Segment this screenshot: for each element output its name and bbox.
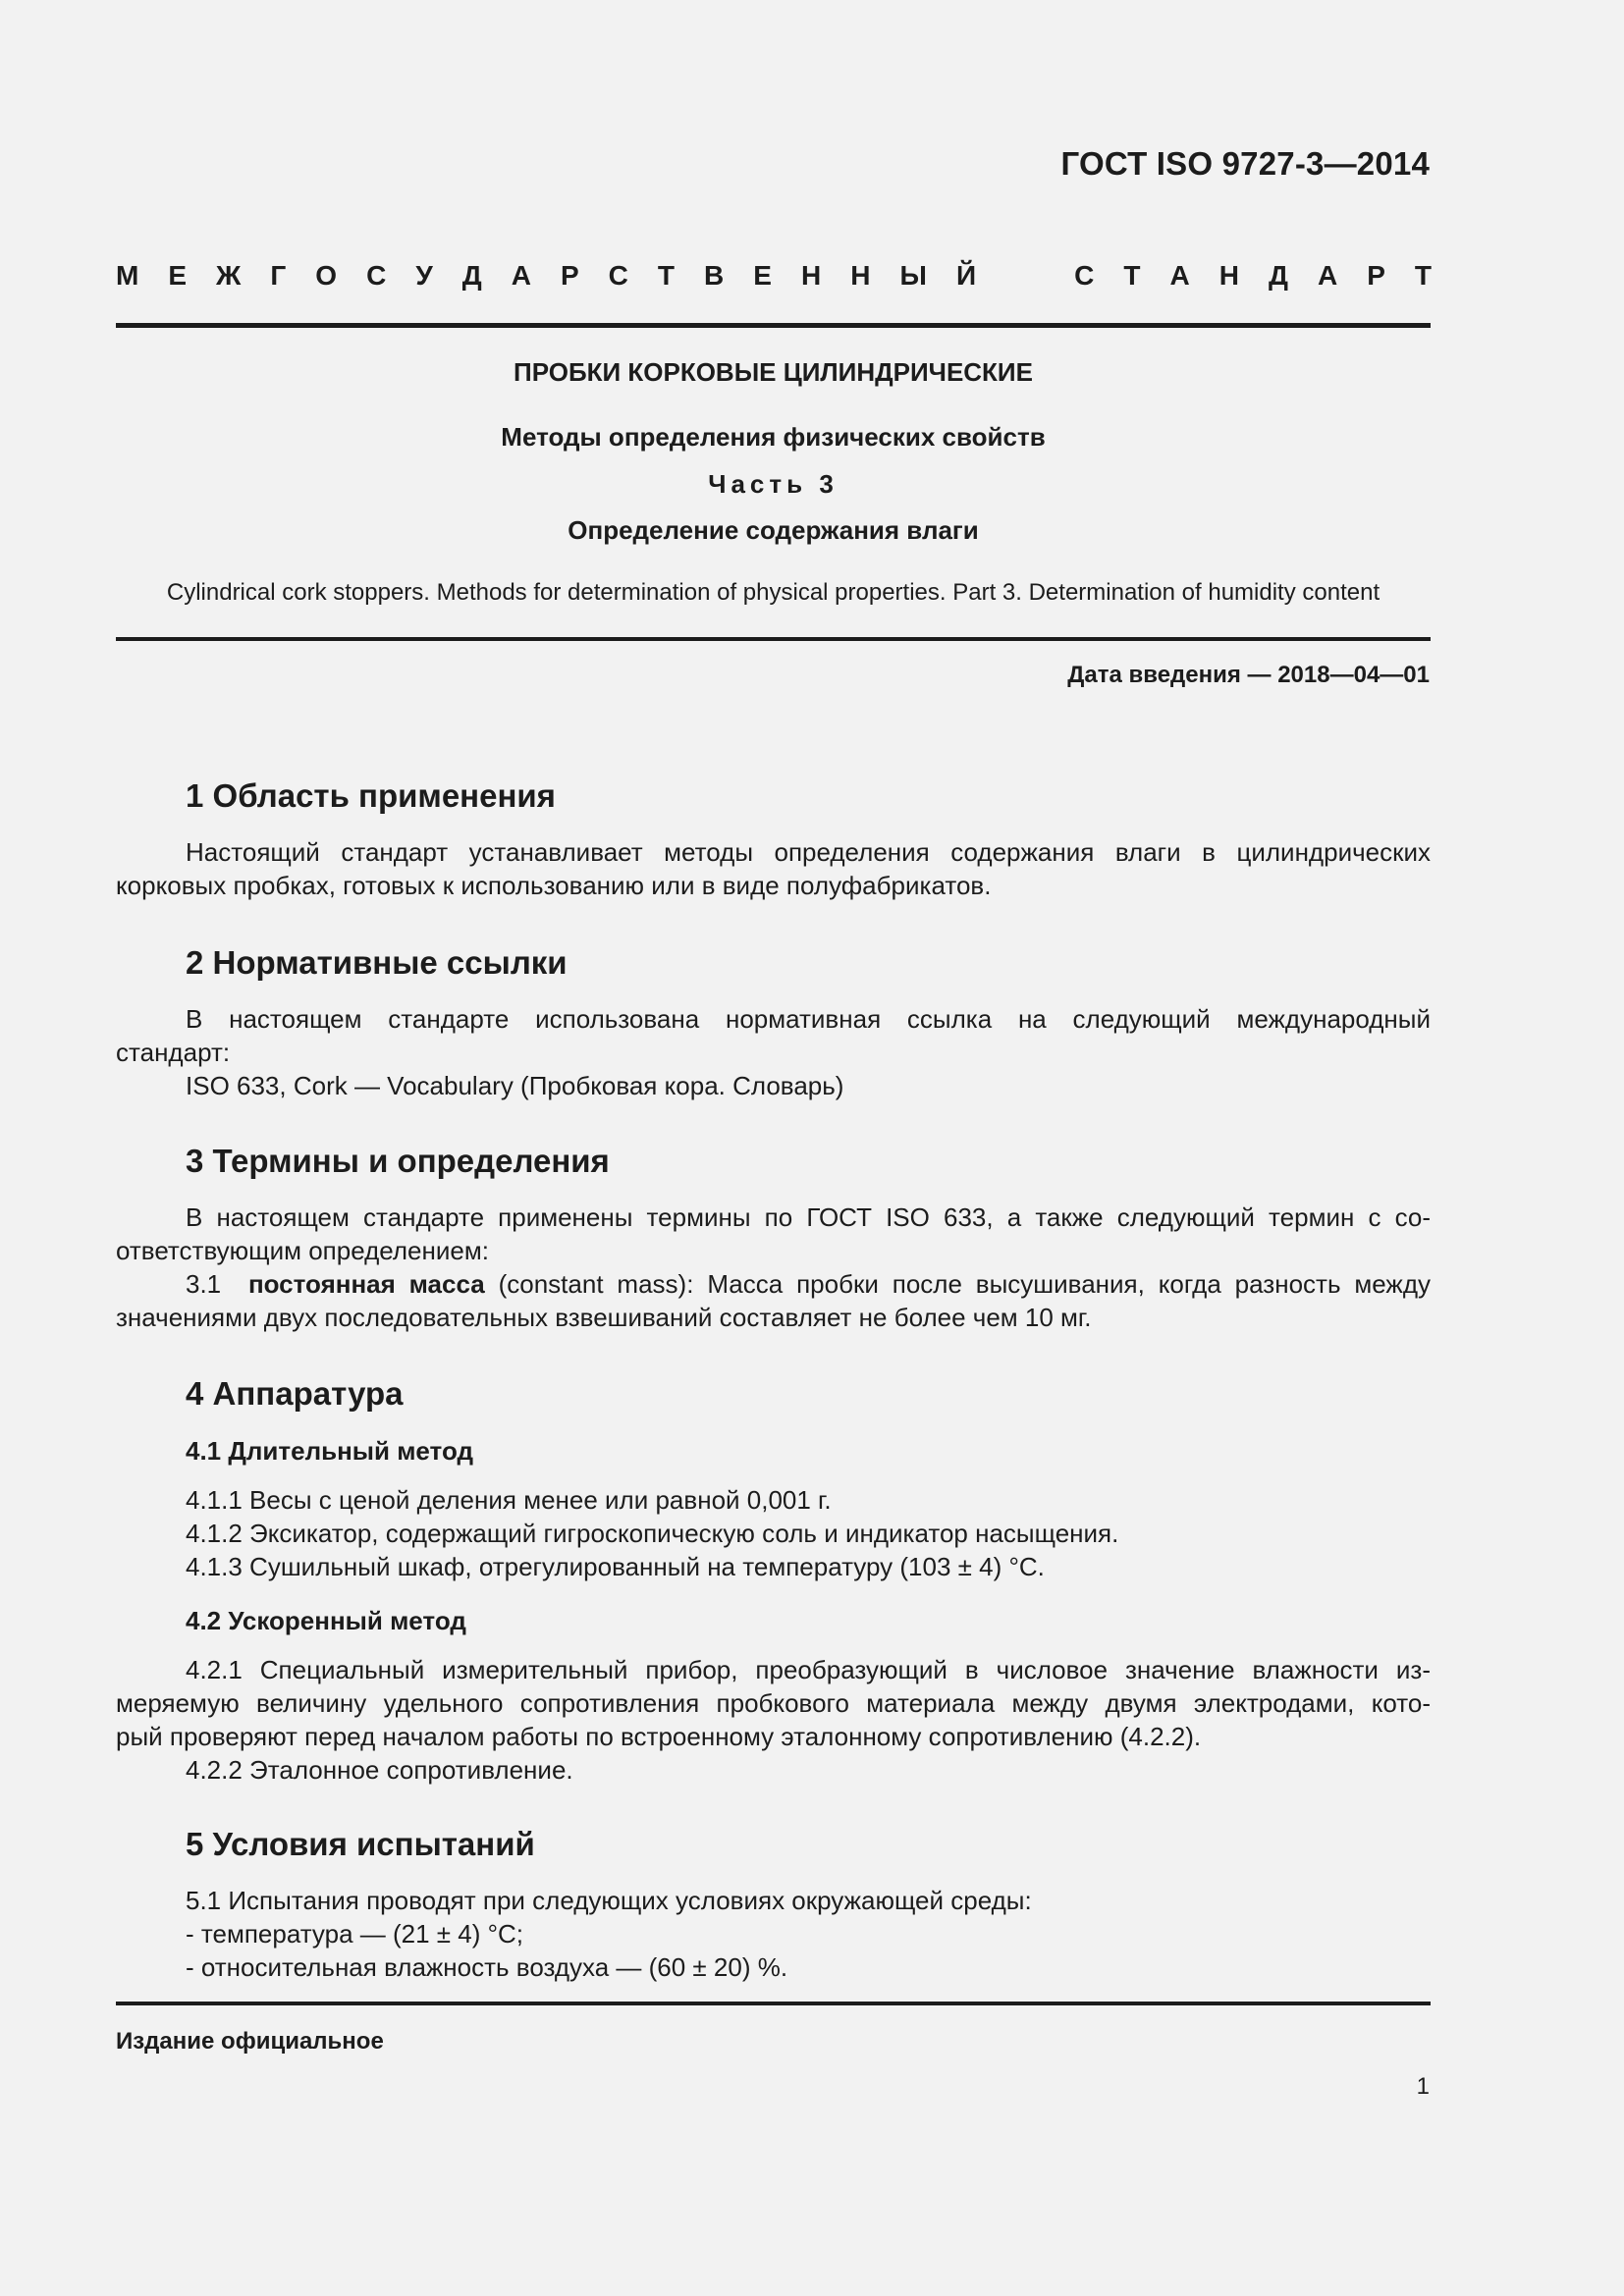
- standard-type-letter: С: [608, 260, 628, 291]
- standard-type-letter: М: [116, 260, 139, 291]
- list-item: - температура — (21 ± 4) °С;: [186, 1919, 524, 1949]
- page-number: 1: [1416, 2073, 1430, 2100]
- standard-type-letter: Н: [801, 260, 822, 291]
- standard-type-letter: Е: [753, 260, 772, 291]
- paragraph-line: В настоящем стандарте использована нормативная ссылка на следующий международный: [186, 1004, 1431, 1034]
- standard-type-letter: Р: [560, 260, 579, 291]
- document-number: ГОСТ ISO 9727-3—2014: [1060, 145, 1430, 182]
- standard-type-letter: С: [366, 260, 387, 291]
- document-part-title: Определение содержания влаги: [568, 515, 979, 545]
- official-edition-label: Издание официальное: [116, 2028, 384, 2055]
- english-title: Cylindrical cork stoppers. Methods for determination of physical properties. Part 3. Determination of humidity content: [166, 579, 1380, 606]
- standard-type-letter: Д: [1268, 260, 1288, 291]
- standard-type-letter: В: [704, 260, 725, 291]
- paragraph-line: В настоящем стандарте применены термины по ГОСТ ISO 633, а также следующий термин с со-: [186, 1202, 1431, 1232]
- section-heading-scope: 1 Область применения: [186, 777, 556, 814]
- section-heading-terms: 3 Термины и определения: [186, 1143, 610, 1179]
- list-item: - относительная влажность воздуха — (60 ± 20) %.: [186, 1952, 788, 1982]
- standard-type-letter: Р: [1367, 260, 1385, 291]
- standard-type-letter: Г: [270, 260, 287, 291]
- standard-type-letter: Е: [168, 260, 188, 291]
- standard-type-letter: Д: [461, 260, 482, 291]
- paragraph-line: рый проверяют перед началом работы по встроенному эталонному сопротивлению (4.2.2).: [116, 1722, 1202, 1751]
- top-divider: [116, 323, 1431, 328]
- paragraph-line: корковых пробках, готовых к использованию или в виде полуфабрикатов.: [116, 871, 992, 900]
- standard-type-letter: С: [1074, 260, 1095, 291]
- document-subtitle: Методы определения физических свойств: [501, 422, 1046, 452]
- standard-type-letter: О: [315, 260, 338, 291]
- paragraph-line: значениями двух последовательных взвешиваний составляет не более чем 10 мг.: [116, 1303, 1092, 1332]
- document-part: Часть 3: [708, 469, 839, 499]
- list-item: 4.2.2 Эталонное сопротивление.: [186, 1755, 573, 1785]
- section-heading-conditions: 5 Условия испытаний: [186, 1826, 535, 1862]
- standard-type-letter: Т: [1414, 260, 1432, 291]
- standard-type-letter: А: [511, 260, 531, 291]
- term-name: постоянная масса: [247, 1269, 485, 1299]
- list-item: 4.1.2 Эксикатор, содержащий гигроскопическую соль и индикатор насыщения.: [186, 1519, 1119, 1548]
- list-item: 4.1.3 Сушильный шкаф, отрегулированный на температуру (103 ± 4) °С.: [186, 1552, 1045, 1581]
- paragraph-line: 4.2.1 Специальный измерительный прибор, преобразующий в числовое значение влажности из-: [186, 1655, 1431, 1684]
- standard-type-letter: Т: [1123, 260, 1141, 291]
- standard-type-heading: [116, 260, 1432, 292]
- document-title: ПРОБКИ КОРКОВЫЕ ЦИЛИНДРИЧЕСКИЕ: [514, 357, 1033, 387]
- standard-type-letter: Н: [1218, 260, 1239, 291]
- standard-type-letter: А: [1169, 260, 1190, 291]
- paragraph-line: Настоящий стандарт устанавливает методы определения содержания влаги в цилиндрических: [186, 837, 1431, 867]
- subsection-heading: 4.2 Ускоренный метод: [186, 1606, 466, 1635]
- standard-type-letter: Т: [657, 260, 676, 291]
- reference-item: ISO 633, Cork — Vocabulary (Пробковая кора. Словарь): [186, 1071, 844, 1100]
- word-gap: [1005, 260, 1045, 292]
- list-item: 4.1.1 Весы с ценой деления менее или равной 0,001 г.: [186, 1485, 832, 1515]
- section-heading-apparatus: 4 Аппаратура: [186, 1375, 404, 1412]
- paragraph-line: ответствующим определением:: [116, 1236, 489, 1265]
- standard-type-letter: Ы: [899, 260, 927, 291]
- section-heading-references: 2 Нормативные ссылки: [186, 944, 568, 981]
- title-divider: [116, 637, 1431, 641]
- subsection-heading: 4.1 Длительный метод: [186, 1436, 473, 1466]
- standard-type-letter: Ж: [216, 260, 242, 291]
- footer-divider: [116, 2002, 1431, 2005]
- paragraph-line: стандарт:: [116, 1038, 231, 1067]
- standard-type-letter: Н: [850, 260, 871, 291]
- standard-type-letter: А: [1317, 260, 1338, 291]
- paragraph-line: меряемую величину удельного сопротивления пробкового материала между двумя электродами, кото-: [116, 1688, 1431, 1718]
- term-definition: 3.1 постоянная масса (constant mass): Масса пробки после высушивания, когда разность между: [186, 1269, 1431, 1299]
- standard-type-letter: Й: [955, 260, 977, 291]
- list-item: 5.1 Испытания проводят при следующих условиях окружающей среды:: [186, 1886, 1032, 1915]
- introduction-date: Дата введения — 2018—04—01: [1067, 662, 1430, 688]
- standard-type-letter: У: [415, 260, 433, 291]
